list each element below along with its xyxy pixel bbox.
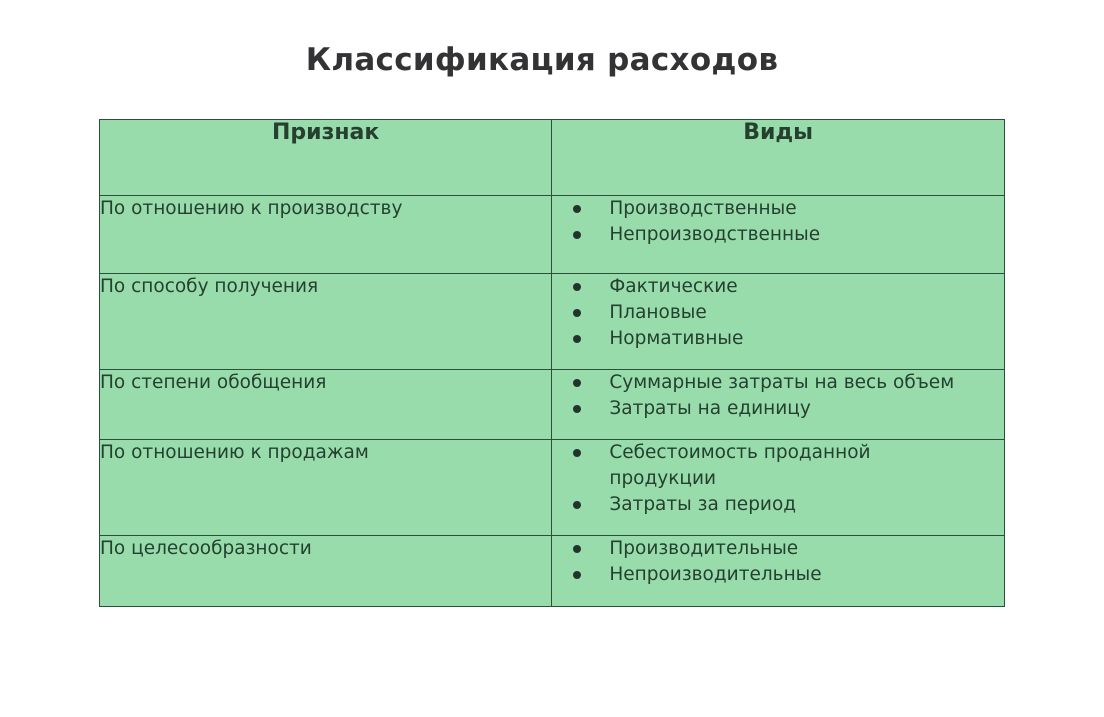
list-item <box>552 562 1004 588</box>
feature-cell: По отношению к производству <box>100 196 552 274</box>
kind-label: Нормативные <box>609 328 744 349</box>
list-item <box>552 536 1004 562</box>
bullet-icon <box>573 379 581 387</box>
page-title: Классификация расходов <box>305 42 779 78</box>
table-row <box>100 196 1005 274</box>
bullet-icon <box>573 501 581 509</box>
kinds-list <box>552 196 1004 248</box>
feature-cell: По способу получения <box>100 274 552 370</box>
table-header-row <box>100 120 1005 196</box>
kinds-cell <box>552 196 1005 274</box>
kinds-cell <box>552 370 1005 440</box>
kind-label: Затраты за период <box>609 494 797 515</box>
table-row <box>100 370 1005 440</box>
header-feature: Признак <box>100 120 552 196</box>
bullet-icon <box>573 335 581 343</box>
list-item <box>552 326 1004 352</box>
feature-cell: По отношению к продажам <box>100 440 552 536</box>
kind-label: Непроизводительные <box>609 564 822 585</box>
list-item <box>552 274 1004 300</box>
list-item <box>552 222 1004 248</box>
bullet-icon <box>573 283 581 291</box>
kind-label: Фактические <box>609 276 738 297</box>
list-item <box>552 492 1004 518</box>
kinds-list <box>552 274 1004 352</box>
kinds-list <box>552 536 1004 588</box>
table-row <box>100 536 1005 607</box>
kind-label: Затраты на единицу <box>609 398 811 419</box>
bullet-icon <box>573 545 581 553</box>
list-item <box>552 300 1004 326</box>
list-item <box>552 370 1004 396</box>
list-item <box>552 440 1004 492</box>
table-row <box>100 440 1005 536</box>
kind-label: Плановые <box>609 302 707 323</box>
kinds-cell <box>552 440 1005 536</box>
list-item <box>552 196 1004 222</box>
list-item <box>552 396 1004 422</box>
feature-cell: По степени обобщения <box>100 370 552 440</box>
kind-label: Непроизводственные <box>609 224 821 245</box>
bullet-icon <box>573 231 581 239</box>
kinds-cell <box>552 274 1005 370</box>
kinds-list <box>552 370 1004 422</box>
bullet-icon <box>573 205 581 213</box>
bullet-icon <box>573 405 581 413</box>
kind-label: Производительные <box>609 538 799 559</box>
kind-label: Суммарные затраты на весь объем <box>609 372 955 393</box>
feature-cell: По целесообразности <box>100 536 552 607</box>
kind-label: Производственные <box>609 198 797 219</box>
kinds-cell <box>552 536 1005 607</box>
bullet-icon <box>573 449 581 457</box>
kinds-list <box>552 440 1004 518</box>
classification-table <box>99 119 1005 607</box>
header-kinds: Виды <box>552 120 1005 196</box>
bullet-icon <box>573 309 581 317</box>
kind-label: Себестоимость проданной продукции <box>609 442 871 489</box>
bullet-icon <box>573 571 581 579</box>
table-row <box>100 274 1005 370</box>
